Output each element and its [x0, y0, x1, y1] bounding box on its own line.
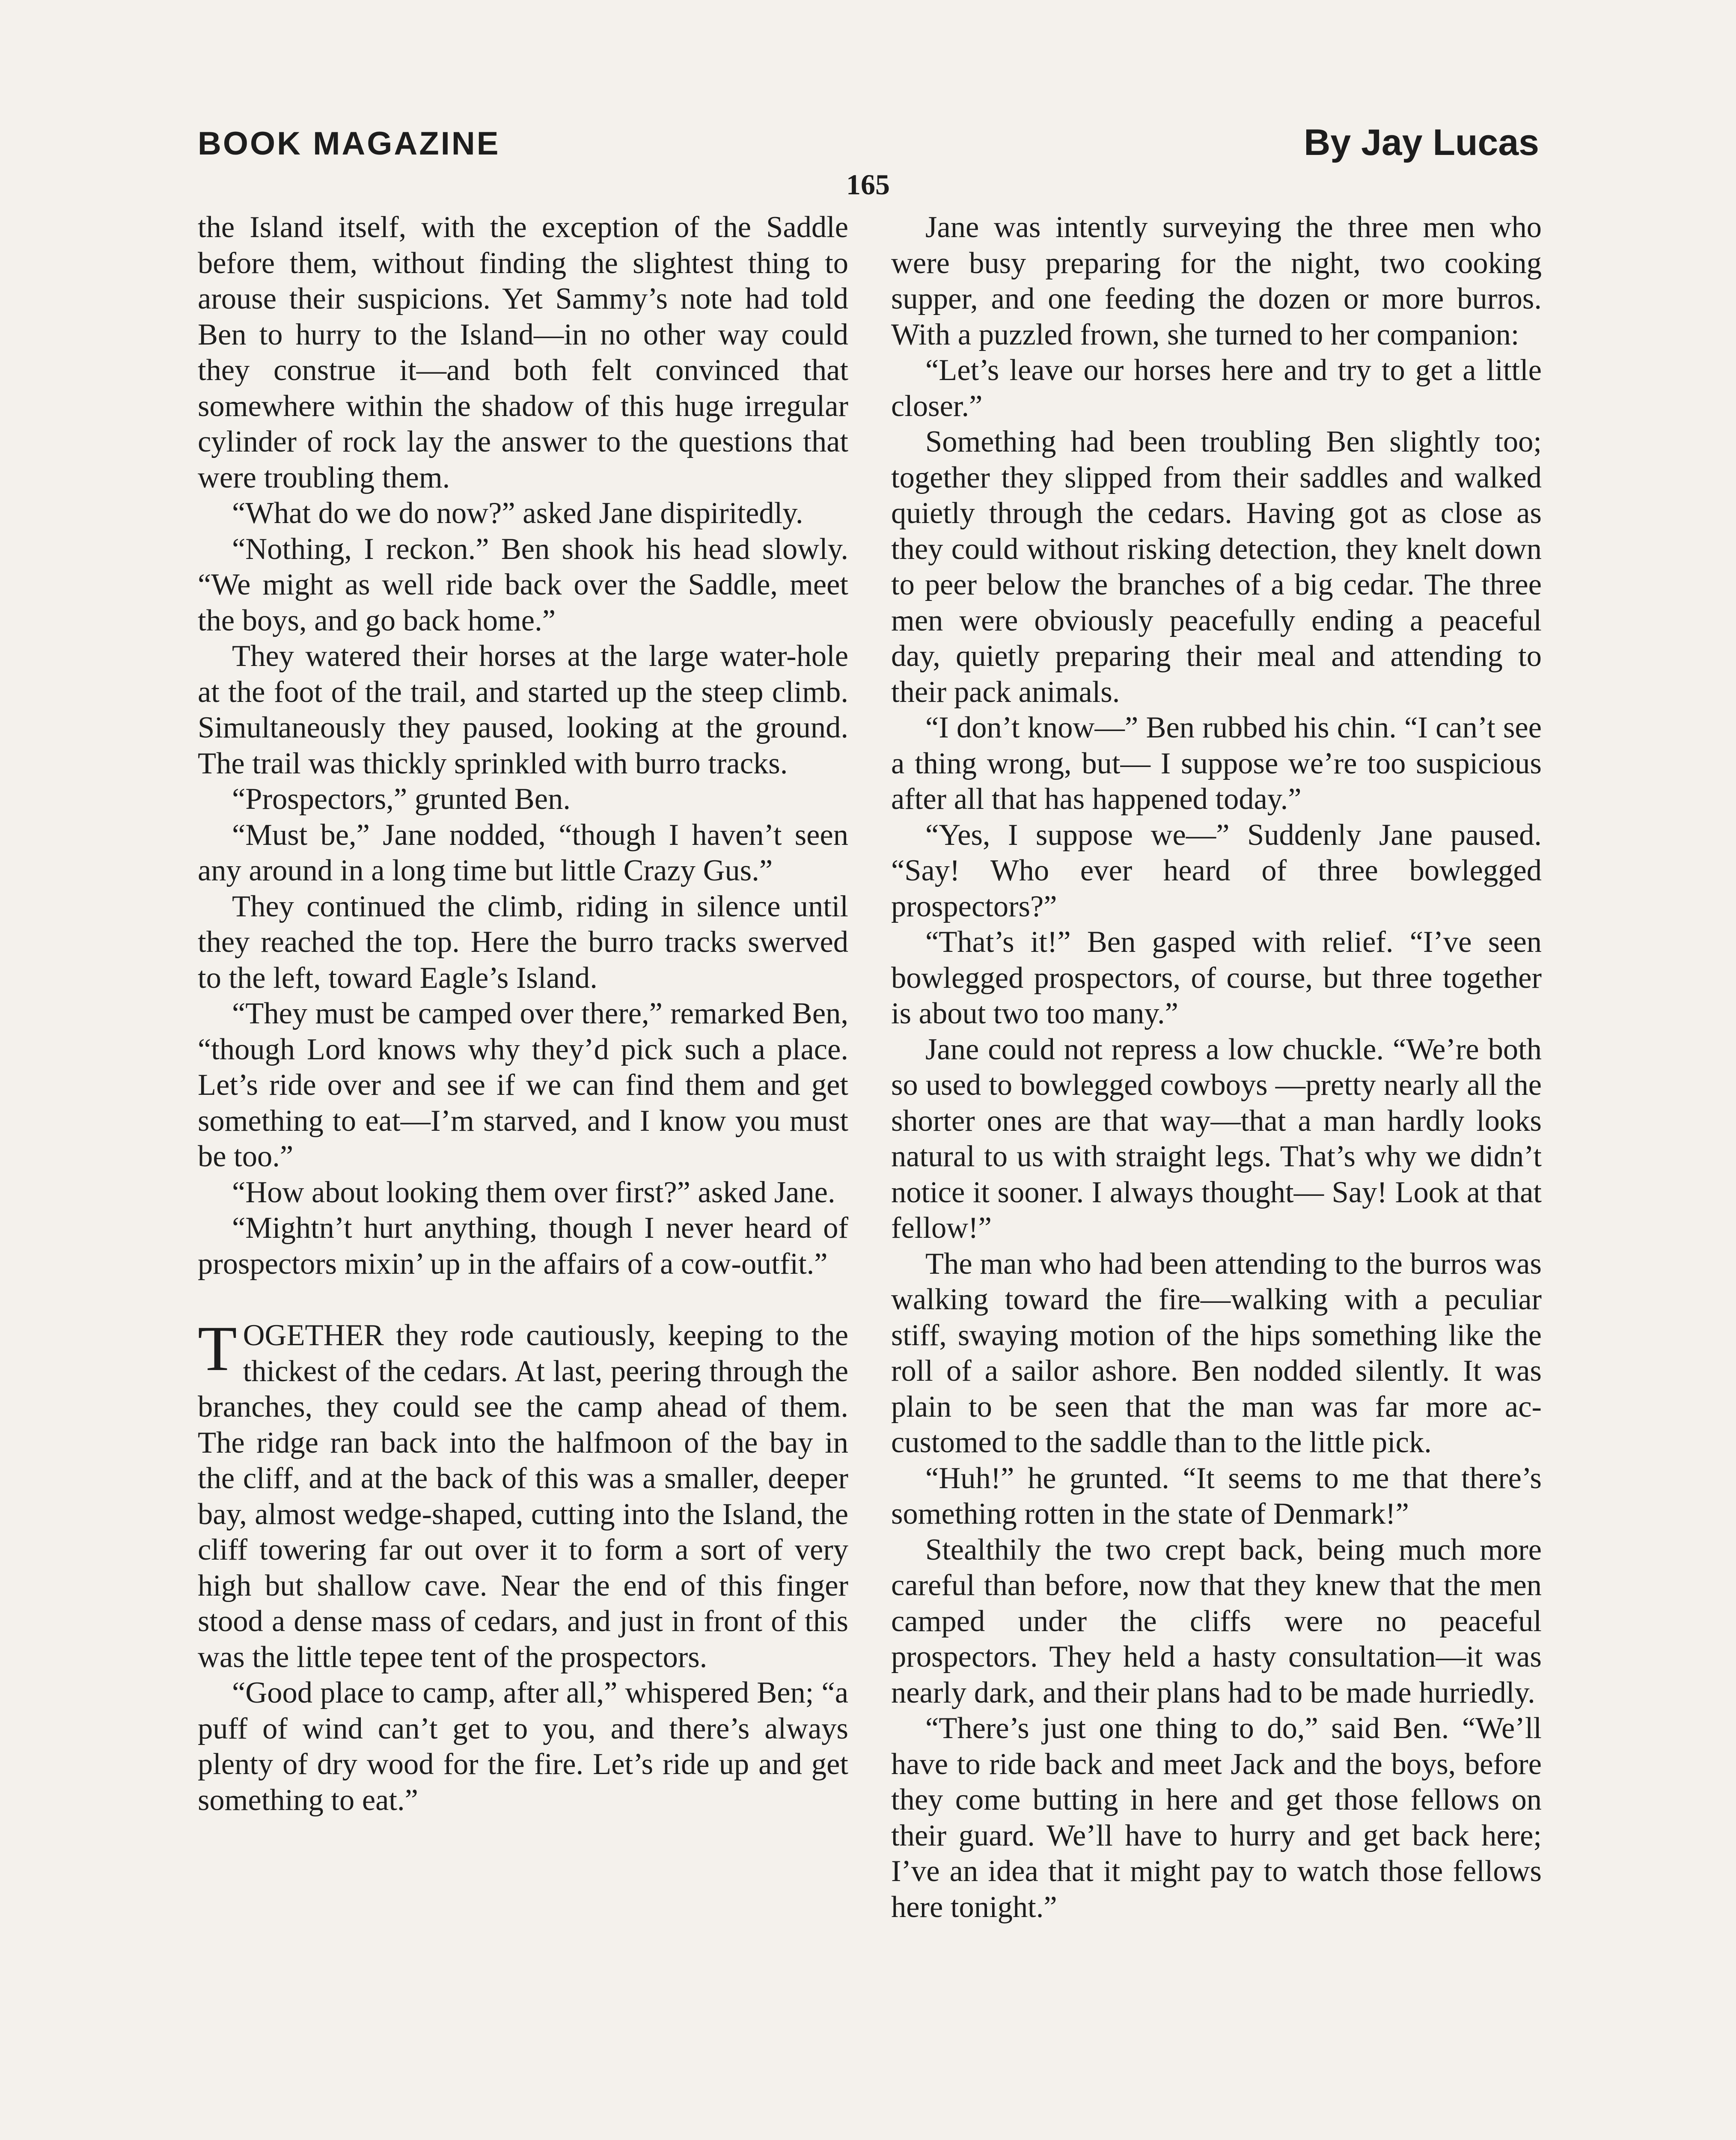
paragraph: “I don’t know—” Ben rubbed his chin. “I can’t see a thing wrong, but— I suppose we’re too suspicious after all that has happened today.” — [891, 711, 1542, 816]
paragraph: “Nothing, I reckon.” Ben shook his head slowly. “We might as well ride back over the Saddle, meet the boys, and go back home.” — [198, 532, 848, 637]
left-column — [198, 210, 848, 1818]
paragraph: Jane could not repress a low chuckle. “We’re both so used to bowlegged cowboys —pretty nearly all the shorter ones are that way—that a man hardly looks natural to us with straight legs. That’s why we didn’t notice it sooner. I always thought— Say! Look at that fellow!” — [891, 1032, 1542, 1245]
section-opening-text: OGETHER they rode cautiously, keeping to the thickest of the cedars. At last, peering through the branches, they could see the camp ahead of them. The ridge ran back into the halfmoon of the bay in the cliff, and at the back of this was a smaller, deeper bay, almost wedge-shaped, cutting into the Island, the cliff towering far out over it to form a sort of very high but shallow cave. Near the end of this finger stood a dense mass of cedars, and just in front of this was the little tepee tent of the prospectors. — [198, 1319, 848, 1674]
paragraph: “Mightn’t hurt anything, though I never heard of prospectors mixin’ up in the affairs of a cow-outfit.” — [198, 1211, 848, 1281]
paragraph: They watered their horses at the large water-hole at the foot of the trail, and started up the steep climb. Simultaneously they paused, looking at the ground. The trail was thickly sprinkled with burro tracks. — [198, 639, 848, 780]
paragraph: Stealthily the two crept back, being much more careful than before, now that they knew that the men camped under the cliffs were no peaceful prospectors. They held a hasty consultation—it was nearly dark, and their plans had to be made hurriedly. — [891, 1533, 1542, 1709]
paragraph: the Island itself, with the exception of the Saddle before them, without finding the slightest thing to arouse their suspicions. Yet Sammy’s note had told Ben to hurry to the Island—in no other way could they construe it—and both felt convinced that somewhere within the shadow of this huge irregular cylinder of rock lay the answer to the questions that were troubling them. — [198, 211, 848, 494]
paragraph: Jane was intently surveying the three men who were busy preparing for the night, two cooking supper, and one feeding the dozen or more burros. With a puzzled frown, she turned to her companion: — [891, 211, 1542, 351]
author-byline: By Jay Lucas — [1304, 122, 1539, 163]
magazine-title: BOOK MAGAZINE — [198, 125, 500, 162]
paragraph: “There’s just one thing to do,” said Ben. “We’ll have to ride back and meet Jack and the boys, before they come butting in here and get those fellows on their guard. We’ll have to hurry and get back here; I’ve an idea that it might pay to watch those fellows here tonight.” — [891, 1712, 1542, 1924]
page-number: 165 — [846, 168, 890, 201]
paragraph: “Must be,” Jane nodded, “though I haven’t seen any around in a long time but little Crazy Gus.” — [198, 818, 848, 887]
paragraph: “Let’s leave our horses here and try to get a little closer.” — [891, 354, 1542, 423]
paragraph: “What do we do now?” asked Jane dispiritedly. — [232, 496, 803, 530]
drop-cap: T — [198, 1313, 237, 1384]
paragraph: “That’s it!” Ben gasped with relief. “I’ve seen bowlegged prospectors, of course, but three together is about two too many.” — [891, 925, 1542, 1030]
paragraph: “Good place to camp, after all,” whispered Ben; “a puff of wind can’t get to you, and there’s always plenty of dry wood for the fire. Let’s ride up and get something to eat.” — [198, 1676, 848, 1817]
paragraph: “Huh!” he grunted. “It seems to me that there’s something rotten in the state of Denmark!” — [891, 1461, 1542, 1531]
paragraph: “How about looking them over first?” asked Jane. — [232, 1175, 835, 1209]
section-opening-paragraph — [198, 1313, 848, 1675]
paragraph: The man who had been attending to the burros was walking toward the fire—walking with a peculiar stiff, swaying motion of the hips something like the roll of a sailor ashore. Ben nodded silently. It was plain to be seen that the man was far more accustomed to the saddle than to the little pick. — [891, 1247, 1542, 1459]
right-column — [891, 210, 1542, 1925]
paragraph: Something had been troubling Ben slightly too; together they slipped from their saddles and walked quietly through the cedars. Having got as close as they could without risking detection, they knelt down to peer below the branches of a big cedar. The three men were obviously peacefully ending a peaceful day, quietly preparing their meal and attending to their pack animals. — [891, 425, 1542, 709]
paragraph: “They must be camped over there,” remarked Ben, “though Lord knows why they’d pick such a place. Let’s ride over and see if we can find them and get something to eat—I’m starved, and I know you must be too.” — [198, 997, 848, 1173]
paragraph: They continued the climb, riding in silence until they reached the top. Here the burro tracks swerved to the left, toward Eagle’s Island. — [198, 889, 848, 995]
paragraph: “Prospectors,” grunted Ben. — [232, 782, 571, 816]
paragraph: “Yes, I suppose we—” Suddenly Jane paused. “Say! Who ever heard of three bowlegged prospectors?” — [891, 818, 1542, 923]
